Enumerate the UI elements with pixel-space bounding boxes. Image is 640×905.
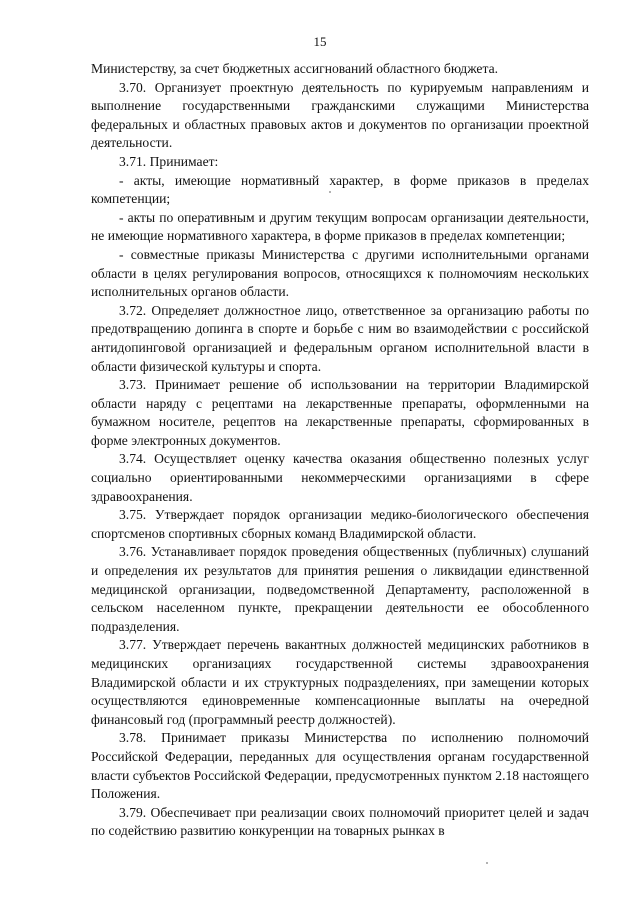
- document-body: [91, 60, 589, 841]
- paragraph: 3.75. Утверждает порядок организации медико-биологического обеспечения спортсменов спортивных сборных команд Владимирской области.: [91, 507, 589, 541]
- scan-speck: [329, 191, 331, 193]
- paragraph: 3.78. Принимает приказы Министерства по исполнению полномочий Российской Федерации, переданных для осуществления органам государственной власти субъектов Российской Федерации, предусмотренных пунктом 2.18 настоящего Положения.: [91, 730, 589, 802]
- paragraph: - акты, имеющие нормативный характер, в форме приказов в пределах компетенции;: [91, 172, 589, 207]
- paragraph: 3.73. Принимает решение об использовании на территории Владимирской области наряду с рецептами на лекарственные препараты, оформленными на бумажном носителе, рецептов на лекарственные препараты, сформированных в форме электронных документов.: [91, 377, 589, 448]
- scan-speck: [486, 862, 488, 864]
- paragraph: 3.74. Осуществляет оценку качества оказания общественно полезных услуг социально ориентированными некоммерческими организациями в сфере здравоохранения.: [91, 451, 589, 504]
- paragraph: 3.77. Утверждает перечень вакантных должностей медицинских работников в медицинских организациях государственной системы здравоохранения Владимирской области и их структурных подразделениях, при замещении которых осуществляются единовременные компенсационные выплаты на очередной финансовый год (программный реестр должностей).: [91, 637, 589, 727]
- page-number: 15: [313, 34, 327, 49]
- paragraph: Министерству, за счет бюджетных ассигнований областного бюджета.: [91, 61, 499, 76]
- paragraph: - совместные приказы Министерства с другими исполнительными органами области в целях регулирования вопросов, относящихся к полномочиям нескольких исполнительных органов области.: [91, 246, 589, 300]
- paragraph: 3.76. Устанавливает порядок проведения общественных (публичных) слушаний и определения их результатов для принятия решения о ликвидации единственной медицинской организации, подведомственной Департаменту, расположенной в сельском населенном пункте, прекращении деятельности ее обособленного подразделения.: [91, 544, 589, 634]
- paragraph: 3.72. Определяет должностное лицо, ответственное за организацию работы по предотвращению допинга в спорте и борьбе с ним во взаимодействии с российской антидопинговой организацией и федеральным органом исполнительной власти в области физической культуры и спорта.: [91, 302, 589, 374]
- paragraph: 3.79. Обеспечивает при реализации своих полномочий приоритет целей и задач по содействию развитию конкуренции на товарных рынках в: [91, 804, 589, 839]
- paragraph: 3.70. Организует проектную деятельность по курируемым направлениям и выполнение государственными гражданскими служащими Министерства федеральных и областных правовых актов и документов по организации проектной деятельности.: [91, 79, 589, 151]
- paragraph: 3.71. Принимает:: [119, 153, 219, 169]
- paragraph: - акты по оперативным и другим текущим вопросам организации деятельности, не имеющие нормативного характера, в форме приказов в пределах компетенции;: [91, 209, 589, 244]
